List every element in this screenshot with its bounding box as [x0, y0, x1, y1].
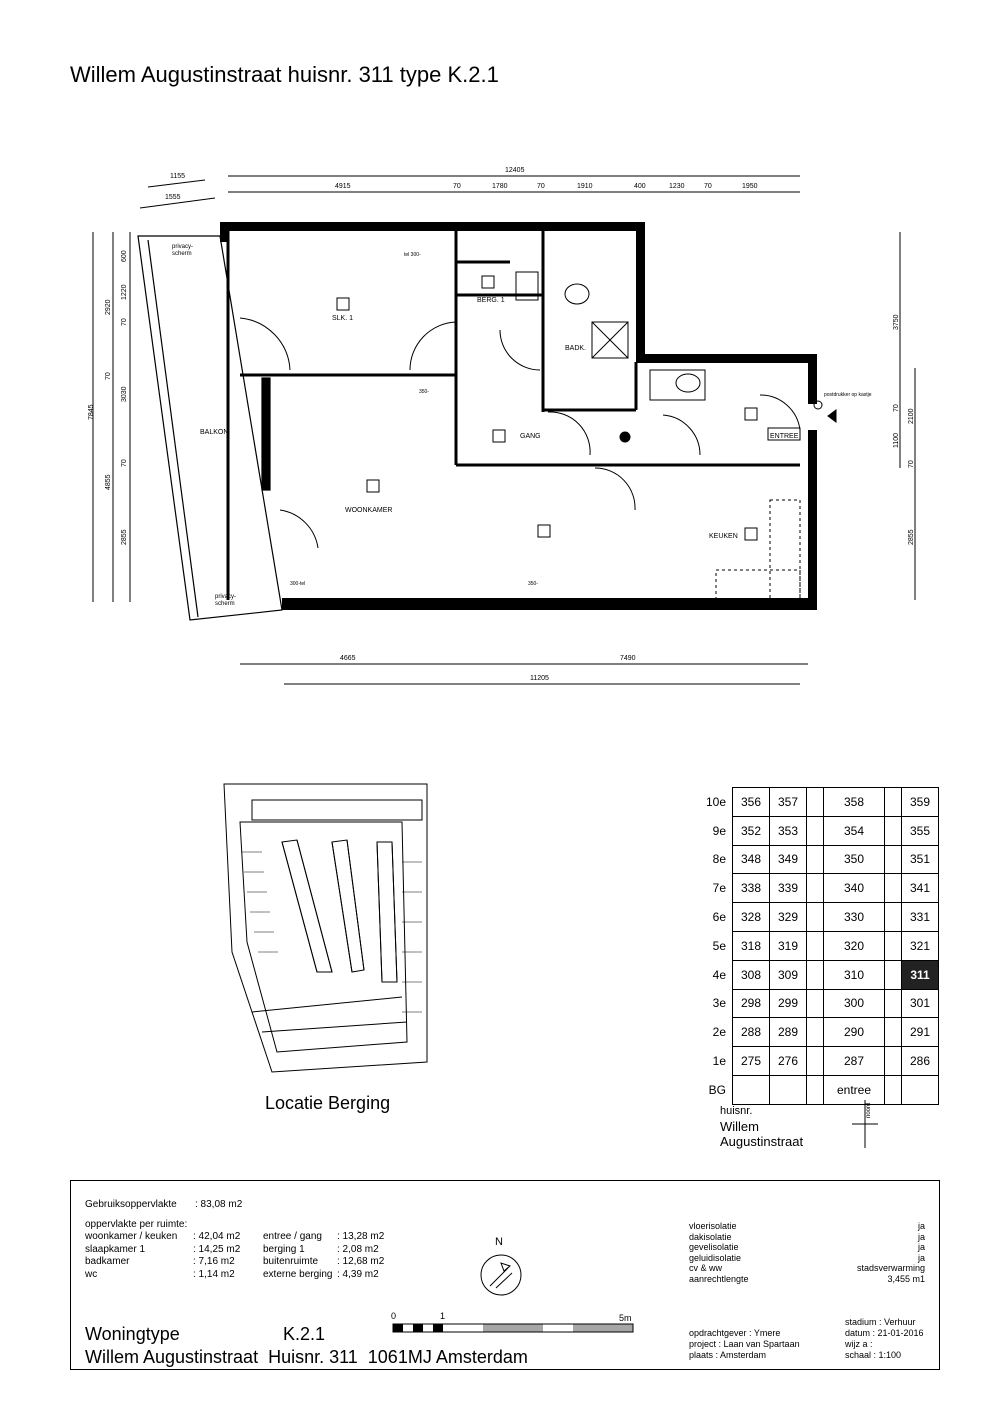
- note-tel-bottom: 300-tel: [290, 581, 306, 587]
- stadium: stadium : Verhuur: [845, 1317, 916, 1327]
- street-label: [720, 1104, 803, 1149]
- unit-cell: 331: [902, 903, 939, 932]
- opdrachtgever: opdrachtgever : Ymere: [689, 1328, 781, 1338]
- location-map: [222, 782, 432, 1082]
- floor-label: 5e: [712, 938, 726, 953]
- table-spacer: [885, 1075, 902, 1104]
- unit-cell: 320: [824, 931, 885, 960]
- info-panel: [70, 1180, 940, 1370]
- svg-text:2855: 2855: [121, 529, 128, 545]
- table-spacer: [807, 1018, 824, 1047]
- table-spacer: [807, 845, 824, 874]
- schaal: schaal : 1:100: [845, 1350, 902, 1360]
- wijz: wijz a :: [845, 1339, 873, 1349]
- floor-row: [690, 989, 939, 1018]
- unit-cell: 287: [824, 1047, 885, 1076]
- floor-label: 1e: [712, 1054, 726, 1069]
- insulation-names-item: gevelisolatie: [689, 1242, 739, 1252]
- scale-one: 1: [440, 1311, 446, 1321]
- floor-plan: [0, 150, 1000, 710]
- housetype-value: K.2.1: [283, 1324, 326, 1344]
- unit-cell: 309: [770, 960, 807, 989]
- unit-cell: 318: [733, 931, 770, 960]
- unit-cell: 276: [770, 1047, 807, 1076]
- privacy-screen-bottom: privacy-scherm: [215, 594, 237, 607]
- svg-text:1555: 1555: [165, 194, 181, 201]
- unit-cell: 286: [902, 1047, 939, 1076]
- unit-cell: 308: [733, 960, 770, 989]
- unit-cell: 300: [824, 989, 885, 1018]
- svg-text:2100: 2100: [908, 408, 915, 424]
- unit-cell: 330: [824, 903, 885, 932]
- floor-row: [690, 931, 939, 960]
- room-badk: BADK.: [565, 345, 587, 352]
- svg-text:12405: 12405: [505, 167, 525, 174]
- room-area-names-left: [85, 1231, 177, 1281]
- table-spacer: [807, 788, 824, 817]
- unit-cell: 348: [733, 845, 770, 874]
- unit-cell: entree: [824, 1075, 885, 1104]
- unit-cell: 289: [770, 1018, 807, 1047]
- unit-cell: 355: [902, 816, 939, 845]
- plaats: plaats : Amsterdam: [689, 1350, 767, 1360]
- floor-row: [690, 845, 939, 874]
- svg-text:7845: 7845: [88, 404, 95, 420]
- svg-text:70: 70: [908, 460, 915, 468]
- svg-text:7490: 7490: [620, 655, 636, 662]
- unit-cell: 350: [824, 845, 885, 874]
- room-balkon: BALKON: [200, 429, 229, 436]
- svg-text:70: 70: [121, 318, 128, 326]
- unit-cell: [733, 1075, 770, 1104]
- table-spacer: [807, 931, 824, 960]
- room-area-values-right-item: : 12,68 m2: [337, 1256, 385, 1267]
- unit-cell: 349: [770, 845, 807, 874]
- unit-cell: 299: [770, 989, 807, 1018]
- floor-label: BG: [708, 1082, 726, 1097]
- compass-label: noord: [866, 1102, 872, 1118]
- location-label: Locatie Berging: [265, 1093, 391, 1113]
- unit-cell: 288: [733, 1018, 770, 1047]
- table-spacer: [885, 931, 902, 960]
- gbo-label: Gebruiksoppervlakte: [85, 1199, 177, 1210]
- floor-label: 4e: [712, 967, 726, 982]
- note-postdrukker: postdrukker op kastje: [824, 392, 872, 398]
- table-spacer: [885, 816, 902, 845]
- svg-text:1230: 1230: [669, 183, 685, 190]
- unit-cell: 357: [770, 788, 807, 817]
- svg-text:600: 600: [121, 250, 128, 262]
- room-gang: GANG: [520, 433, 541, 440]
- floor-row: [690, 903, 939, 932]
- room-berg: BERG. 1: [477, 297, 505, 304]
- unit-cell: 341: [902, 874, 939, 903]
- room-area-names-left-item: badkamer: [85, 1256, 130, 1267]
- svg-text:4915: 4915: [335, 183, 351, 190]
- svg-text:3030: 3030: [121, 386, 128, 402]
- unit-cell: 301: [902, 989, 939, 1018]
- room-area-values-right-item: : 2,08 m2: [337, 1243, 379, 1255]
- insulation-names-item: aanrechtlengte: [689, 1273, 749, 1284]
- unit-cell: 356: [733, 788, 770, 817]
- table-spacer: [807, 874, 824, 903]
- floor-label: 2e: [712, 1025, 726, 1040]
- floor-label: 8e: [712, 852, 726, 867]
- unit-cell: 338: [733, 874, 770, 903]
- svg-text:4665: 4665: [340, 655, 356, 662]
- room-area-names-left-item: woonkamer / keuken: [85, 1231, 178, 1242]
- room-area-values-right-item: : 4,39 m2: [337, 1268, 379, 1280]
- floor-label: 6e: [712, 910, 726, 925]
- insulation-values-item: ja: [917, 1221, 925, 1231]
- unit-cell: 328: [733, 903, 770, 932]
- room-area-names-right-item: buitenruimte: [263, 1256, 319, 1267]
- svg-text:70: 70: [893, 404, 900, 412]
- svg-text:4855: 4855: [105, 474, 112, 490]
- table-spacer: [885, 788, 902, 817]
- room-area-values-right: [337, 1231, 384, 1281]
- unit-cell: 329: [770, 903, 807, 932]
- per-room-label: oppervlakte per ruimte:: [85, 1219, 188, 1230]
- svg-text:2920: 2920: [105, 299, 112, 315]
- floor-row: [690, 1075, 939, 1104]
- client-block: [689, 1328, 800, 1361]
- north-arrow-icon: [476, 1233, 526, 1303]
- scale-bar: [383, 1309, 639, 1339]
- unit-cell: 275: [733, 1047, 770, 1076]
- room-area-values-left-item: : 7,16 m2: [193, 1256, 235, 1267]
- unit-cell: 353: [770, 816, 807, 845]
- insulation-names-item: vloerisolatie: [689, 1221, 737, 1231]
- scale-five: 5m: [619, 1313, 632, 1323]
- room-area-values-left-item: : 14,25 m2: [193, 1243, 241, 1255]
- unit-cell: 351: [902, 845, 939, 874]
- table-spacer: [807, 960, 824, 989]
- floor-unit-table: [690, 787, 939, 1105]
- north-label: N: [495, 1236, 503, 1248]
- svg-text:3750: 3750: [893, 314, 900, 330]
- page-title: Willem Augustinstraat huisnr. 311 type K.2.1: [70, 62, 499, 87]
- room-area-names-left-item: wc: [85, 1268, 98, 1280]
- insulation-names-item: cv & ww: [689, 1263, 723, 1273]
- gbo-value: : 83,08 m2: [195, 1199, 243, 1210]
- footer-address: Willem Augustinstraat Huisnr. 311 1061MJ Amsterdam: [85, 1347, 528, 1367]
- table-spacer: [885, 960, 902, 989]
- svg-text:1100: 1100: [893, 432, 900, 448]
- svg-text:70: 70: [105, 372, 112, 380]
- floor-row: [690, 1018, 939, 1047]
- table-spacer: [807, 903, 824, 932]
- insulation-values-item: stadsverwarming: [856, 1263, 925, 1273]
- svg-text:1220: 1220: [121, 284, 128, 300]
- table-spacer: [807, 1075, 824, 1104]
- room-woonkamer: WOONKAMER: [345, 507, 393, 514]
- insulation-names: [689, 1221, 749, 1284]
- floor-row: [690, 1047, 939, 1076]
- room-slk: SLK. 1: [332, 315, 354, 322]
- svg-text:11205: 11205: [530, 675, 549, 682]
- unit-cell-highlighted: 311: [902, 960, 939, 989]
- room-entree: ENTREE: [770, 433, 799, 440]
- privacy-screen-top: privacy-scherm: [172, 244, 194, 257]
- unit-cell: 358: [824, 788, 885, 817]
- floor-label: 7e: [712, 881, 726, 896]
- svg-text:400: 400: [634, 183, 646, 190]
- unit-cell: [902, 1075, 939, 1104]
- insulation-values-item: ja: [917, 1231, 925, 1242]
- room-keuken: KEUKEN: [709, 533, 738, 540]
- note-socket-2: 350-: [419, 389, 430, 395]
- unit-cell: 290: [824, 1018, 885, 1047]
- table-spacer: [885, 874, 902, 903]
- room-area-names-right: [263, 1231, 333, 1281]
- floor-row: [690, 816, 939, 845]
- street-line-3: Augustinstraat: [720, 1134, 804, 1149]
- room-area-values-right-item: : 13,28 m2: [337, 1231, 385, 1242]
- north-marker-icon: [850, 1100, 880, 1150]
- floor-row: [690, 960, 939, 989]
- housetype-label: Woningtype: [85, 1324, 180, 1344]
- svg-text:2855: 2855: [908, 529, 915, 545]
- street-line-2: Willem: [720, 1119, 759, 1134]
- note-socket-1: 350-: [528, 581, 539, 587]
- table-spacer: [885, 1018, 902, 1047]
- datum: datum : 21-01-2016: [845, 1328, 924, 1338]
- table-spacer: [885, 1047, 902, 1076]
- room-area-names-left-item: slaapkamer 1: [85, 1243, 146, 1255]
- unit-cell: 319: [770, 931, 807, 960]
- room-area-values-left-item: : 42,04 m2: [193, 1231, 241, 1242]
- scale-zero: 0: [391, 1311, 397, 1321]
- table-spacer: [885, 845, 902, 874]
- unit-cell: 310: [824, 960, 885, 989]
- room-area-values-left: [193, 1231, 240, 1281]
- svg-text:1910: 1910: [577, 183, 593, 190]
- svg-text:70: 70: [121, 459, 128, 467]
- unit-cell: [770, 1075, 807, 1104]
- insulation-values-item: ja: [917, 1242, 925, 1252]
- table-spacer: [885, 903, 902, 932]
- insulation-names-item: dakisolatie: [689, 1231, 732, 1242]
- insulation-values-item: 3,455 m1: [887, 1273, 925, 1284]
- unit-cell: 352: [733, 816, 770, 845]
- table-spacer: [807, 989, 824, 1018]
- floor-row: [690, 874, 939, 903]
- svg-text:1780: 1780: [492, 183, 508, 190]
- unit-cell: 354: [824, 816, 885, 845]
- svg-text:70: 70: [704, 183, 712, 190]
- insulation-names-item: geluidisolatie: [689, 1252, 742, 1263]
- unit-cell: 340: [824, 874, 885, 903]
- insulation-values: [841, 1221, 925, 1284]
- svg-text:1950: 1950: [742, 183, 758, 190]
- room-area-values-left-item: : 1,14 m2: [193, 1268, 235, 1280]
- table-spacer: [807, 1047, 824, 1076]
- street-line-1: huisnr.: [720, 1105, 753, 1117]
- svg-text:1155: 1155: [170, 173, 186, 180]
- note-tel-top: tel 300-: [404, 252, 421, 258]
- floor-label: 9e: [712, 823, 726, 838]
- table-spacer: [807, 816, 824, 845]
- unit-cell: 298: [733, 989, 770, 1018]
- unit-cell: 291: [902, 1018, 939, 1047]
- unit-cell: 339: [770, 874, 807, 903]
- svg-text:70: 70: [453, 183, 461, 190]
- project: project : Laan van Spartaan: [689, 1339, 800, 1349]
- floor-label: 10e: [705, 794, 726, 809]
- unit-cell: 359: [902, 788, 939, 817]
- floor-row: [690, 788, 939, 817]
- insulation-values-item: ja: [917, 1252, 925, 1263]
- status-block: [845, 1317, 924, 1361]
- room-area-names-right-item: entree / gang: [263, 1231, 322, 1242]
- room-area-names-right-item: berging 1: [263, 1243, 305, 1255]
- unit-cell: 321: [902, 931, 939, 960]
- svg-text:70: 70: [537, 183, 545, 190]
- room-area-names-right-item: externe berging: [263, 1268, 333, 1280]
- floor-label: 3e: [712, 996, 726, 1011]
- table-spacer: [885, 989, 902, 1018]
